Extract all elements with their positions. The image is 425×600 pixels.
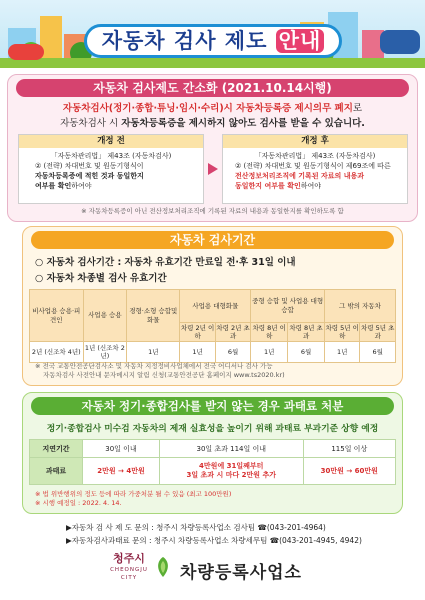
table-header: 중형 승합 및 사업용 대형승합 xyxy=(251,290,325,323)
table-cell: 1년 xyxy=(127,342,180,363)
before-bold-2: 여부를 확인 xyxy=(35,182,72,190)
section-note xyxy=(35,490,231,508)
section-intro xyxy=(18,101,407,131)
table-subheader: 차령 2년 초과 xyxy=(216,324,250,340)
table-cell: 30일 이내 xyxy=(83,440,160,458)
clause-text: ② (전략) 차대번호 및 원동기형식이 제69조에 따른 xyxy=(235,162,391,170)
table-cell: 6월 xyxy=(360,342,396,363)
after-red-2: 동일한지 여부를 확인 xyxy=(235,182,301,190)
table-cell: 6월 xyxy=(215,342,250,363)
car-icon xyxy=(380,30,420,54)
intro-tail: 로 xyxy=(352,103,363,114)
table-cell xyxy=(159,458,303,485)
car-icon xyxy=(8,44,44,60)
after-box xyxy=(222,134,408,204)
section-heading: 자동차 검사기간 xyxy=(31,231,394,249)
before-bold-1: 자동차등록증에 적힌 것과 동일한지 xyxy=(35,172,144,180)
title-text: 자동차 검사 제도 xyxy=(101,29,268,53)
before-tail: 하여야 xyxy=(71,182,92,190)
row-label: 지연기간 xyxy=(30,440,83,458)
law-title: 「자동차관리법」 제43조 (자동차검사) xyxy=(254,152,376,160)
page-title xyxy=(84,24,342,58)
validity-line: ○ 자동차 차종별 검사 유효기간 xyxy=(35,273,167,284)
table-cell: 30일 초과 114일 이내 xyxy=(159,440,303,458)
contact-line: ▶자동차 검 사 제 도 문의 : 청주시 차량등록사업소 검사팀 ☎(043-201-4964) xyxy=(66,523,326,532)
table-cell: 2만원 → 4만원 xyxy=(83,458,160,485)
table-cell: 1년 xyxy=(325,342,360,363)
contact-info xyxy=(66,521,362,547)
leaf-logo-icon xyxy=(154,556,172,578)
validity-table xyxy=(29,289,396,363)
fine-line: 4만원에 31일째부터 xyxy=(199,462,264,470)
before-label: 개정 전 xyxy=(19,135,203,148)
table-subheader: 차령 5년 이하 xyxy=(325,324,359,340)
arrow-right-icon xyxy=(208,163,218,175)
section-heading: 자동차 정기·종합검사를 받지 않는 경우 과태료 처분 xyxy=(31,397,394,415)
note-line: ※ 시행 예정일 : 2022. 4. 14. xyxy=(35,499,122,507)
office-name: 차량등록사업소 xyxy=(180,563,302,583)
row-label: 과태료 xyxy=(30,458,83,485)
note-line: 자동차검사 사전안내 문자메시지 알림 신청(교통안전공단 홈페이지 www.ts2020.kr) xyxy=(43,371,285,379)
table-cell: 1년 xyxy=(251,342,288,363)
intro-line2-prefix: 자동차검사 시 xyxy=(60,118,119,129)
penalty-description: 정기·종합검사 미수검 자동차의 제재 실효성을 높이기 위해 과태료 부과기준 상향 예정 xyxy=(46,424,379,434)
table-cell: 2년 (신조차 4년) xyxy=(30,342,84,363)
intro-line2-bold: 자동차등록증을 제시하지 않아도 검사를 받을 수 있습니다. xyxy=(121,118,365,129)
simplification-section xyxy=(7,74,418,222)
after-red-1: 전산정보처리조직에 기록된 자료의 내용과 xyxy=(235,172,365,180)
footer-logo xyxy=(108,552,348,588)
table-cell: 6월 xyxy=(288,342,325,363)
penalty-table xyxy=(29,439,396,485)
after-label: 개정 후 xyxy=(223,135,407,148)
table-cell: 1년 xyxy=(180,342,215,363)
table-header: 사업용 대형화물 xyxy=(180,290,251,323)
table-cell: 115일 이상 xyxy=(303,440,395,458)
contact-line: ▶자동차검사과태료 문의 : 청주시 차량등록사업소 차량세무팀 ☎(043-201-4945, 4942) xyxy=(66,536,362,545)
period-line: ○ 자동차 검사기간 : 자동차 유효기간 만료일 전·후 31일 이내 xyxy=(35,257,296,268)
table-subheader: 차령 2년 이하 xyxy=(180,324,215,340)
city-name: 청주시 xyxy=(113,552,145,565)
after-tail: 하여야 xyxy=(300,182,322,190)
note-line: ※ 전국 교통안전공단검사소 및 자동차 지정정비사업체에서 전국 어디서나 검사 가능 xyxy=(35,362,273,370)
table-header: 그 밖의 자동차 xyxy=(325,290,396,323)
fine-line: 3일 초과 시 마다 2만원 추가 xyxy=(186,471,277,479)
inspection-period-section xyxy=(22,226,403,386)
city-logo xyxy=(108,552,150,582)
intro-emphasis: 자동차검사(정기·종합·튜닝·임시·수리)시 자동차등록증 제시의무 폐지 xyxy=(62,103,353,114)
section-note xyxy=(35,362,285,380)
header-banner xyxy=(0,0,425,68)
section-note: ※ 자동차등록증이 아닌 전산정보처리조직에 기록된 자료의 내용과 동일한지를 확인하도록 함 xyxy=(81,207,344,215)
title-highlight: 안내 xyxy=(276,29,325,53)
table-cell: 30만원 → 60만원 xyxy=(303,458,395,485)
ground-strip xyxy=(0,58,425,68)
city-name-en: CHEONGJU CITY xyxy=(110,567,148,581)
law-title: 「자동차관리법」 제43조 (자동차검사) xyxy=(50,152,172,160)
penalty-section xyxy=(22,392,403,514)
table-header: 경형·소형 승합및화물 xyxy=(127,290,180,342)
table-subheader: 차령 8년 초과 xyxy=(289,324,323,340)
table-subheader: 차령 8년 이하 xyxy=(252,324,286,340)
table-header: 비사업용 승용·피견인 xyxy=(30,290,84,342)
table-subheader: 차령 5년 초과 xyxy=(361,324,395,340)
note-line: ※ 법 위반행위의 정도 등에 따라 가중처분 될 수 있음 (최고 100만원) xyxy=(35,490,232,498)
table-cell: 1년 (신조차 2년) xyxy=(83,342,127,363)
table-header: 사업용 승용 xyxy=(83,290,127,342)
before-box xyxy=(18,134,204,204)
section-heading: 자동차 검사제도 간소화 (2021.10.14시행) xyxy=(16,79,409,97)
clause-text: ② (전략) 차대번호 및 원동기형식이 xyxy=(35,162,144,170)
